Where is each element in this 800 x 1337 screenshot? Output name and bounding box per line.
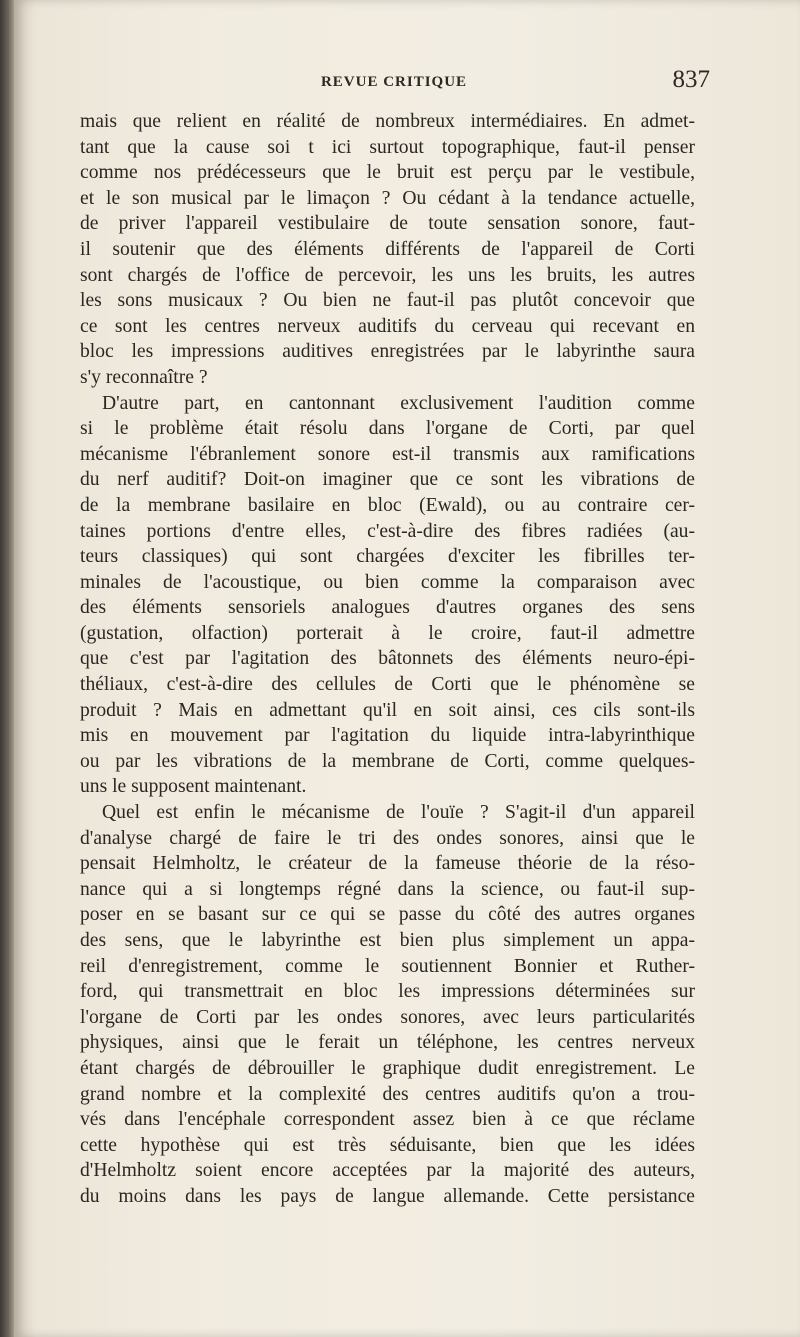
page-number: 837 <box>672 66 710 93</box>
text-line: (gustation, olfaction) porterait à le croire, faut-il admettre <box>80 622 695 644</box>
text-line: du nerf auditif? Doit-on imaginer que ce sont les vibrations de <box>80 469 695 491</box>
text-line: du moins dans les pays de langue allemande. Cette persistance <box>80 1185 695 1207</box>
text-line: et le son musical par le limaçon ? Ou cédant à la tendance actuelle, <box>80 187 695 209</box>
text-line: produit ? Mais en admettant qu'il en soit ainsi, ces cils sont-ils <box>80 699 695 721</box>
text-line: ce sont les centres nerveux auditifs du cerveau qui recevant en <box>80 315 695 337</box>
body-text <box>80 109 695 1210</box>
page-header <box>78 66 710 96</box>
text-line: uns le supposent maintenant. <box>80 776 307 798</box>
text-line: physiques, ainsi que le ferait un téléphone, les centres nerveux <box>80 1032 695 1054</box>
text-line: que c'est par l'agitation des bâtonnets des éléments neuro-épi- <box>80 648 695 670</box>
text-line: taines portions d'entre elles, c'est-à-dire des fibres radiées (au- <box>80 520 695 542</box>
text-line: teurs classiques) qui sont chargées d'exciter les fibrilles ter- <box>80 546 695 568</box>
text-line: poser en se basant sur ce qui se passe du côté des autres organes <box>80 904 695 926</box>
running-head: REVUE CRITIQUE <box>320 74 468 90</box>
text-line: comme nos prédécesseurs que le bruit est perçu par le vestibule, <box>80 162 695 184</box>
text-line: nance qui a si longtemps régné dans la science, ou faut-il sup- <box>80 878 695 900</box>
text-line: mécanisme l'ébranlement sonore est-il transmis aux ramifications <box>80 443 695 465</box>
book-gutter <box>0 0 14 1337</box>
text-line: minales de l'acoustique, ou bien comme la comparaison avec <box>80 571 695 593</box>
book-page <box>14 0 800 1337</box>
text-line: D'autre part, en cantonnant exclusivement l'audition comme <box>102 392 695 414</box>
text-line: grand nombre et la complexité des centres auditifs qu'on a trou- <box>80 1083 695 1105</box>
text-line: il soutenir que des éléments différents de l'appareil de Corti <box>80 238 695 260</box>
text-line: cette hypothèse qui est très séduisante, bien que les idées <box>80 1134 695 1156</box>
text-line: tant que la cause soi t ici surtout topographique, faut-il penser <box>80 136 695 158</box>
text-line: des sens, que le labyrinthe est bien plus simplement un appa- <box>80 930 695 951</box>
paragraph-3 <box>80 800 695 1210</box>
text-line: mais que relient en réalité de nombreux intermédiaires. En admet- <box>80 111 695 132</box>
text-line: si le problème était résolu dans l'organe de Corti, par quel <box>80 418 695 440</box>
text-line: sont chargés de l'office de percevoir, les uns les bruits, les autres <box>80 264 695 286</box>
text-line: théliaux, c'est-à-dire des cellules de Corti que le phénomène se <box>80 674 695 696</box>
text-line: vés dans l'encéphale correspondent assez bien à ce que réclame <box>80 1109 695 1131</box>
text-line: mis en mouvement par l'agitation du liquide intra-labyrinthique <box>80 725 695 747</box>
text-line: de priver l'appareil vestibulaire de toute sensation sonore, faut- <box>80 213 695 235</box>
text-line: des éléments sensoriels analogues d'autres organes des sens <box>80 597 695 619</box>
text-line: ou par les vibrations de la membrane de Corti, comme quelques- <box>80 750 695 772</box>
text-line: Quel est enfin le mécanisme de l'ouïe ? S'agit-il d'un appareil <box>102 802 695 824</box>
text-line: pensait Helmholtz, le créateur de la fameuse théorie de la réso- <box>80 853 695 875</box>
text-line: l'organe de Corti par les ondes sonores, avec leurs particularités <box>80 1006 695 1028</box>
text-line: ford, qui transmettrait en bloc les impressions déterminées sur <box>80 981 695 1003</box>
text-line: bloc les impressions auditives enregistrées par le labyrinthe saura <box>80 341 695 363</box>
text-line: d'Helmholtz soient encore acceptées par la majorité des auteurs, <box>80 1160 695 1182</box>
text-line: s'y reconnaître ? <box>80 366 208 388</box>
paragraph-1 <box>80 109 695 391</box>
paragraph-2 <box>80 391 695 801</box>
text-line: de la membrane basilaire en bloc (Ewald), ou au contraire cer- <box>80 494 695 516</box>
text-line: reil d'enregistrement, comme le soutiennent Bonnier et Ruther- <box>80 955 695 977</box>
text-line: d'analyse chargé de faire le tri des ondes sonores, ainsi que le <box>80 827 695 849</box>
text-line: étant chargés de débrouiller le graphique dudit enregistrement. Le <box>80 1057 695 1079</box>
text-line: les sons musicaux ? Ou bien ne faut-il pas plutôt concevoir que <box>80 290 695 312</box>
